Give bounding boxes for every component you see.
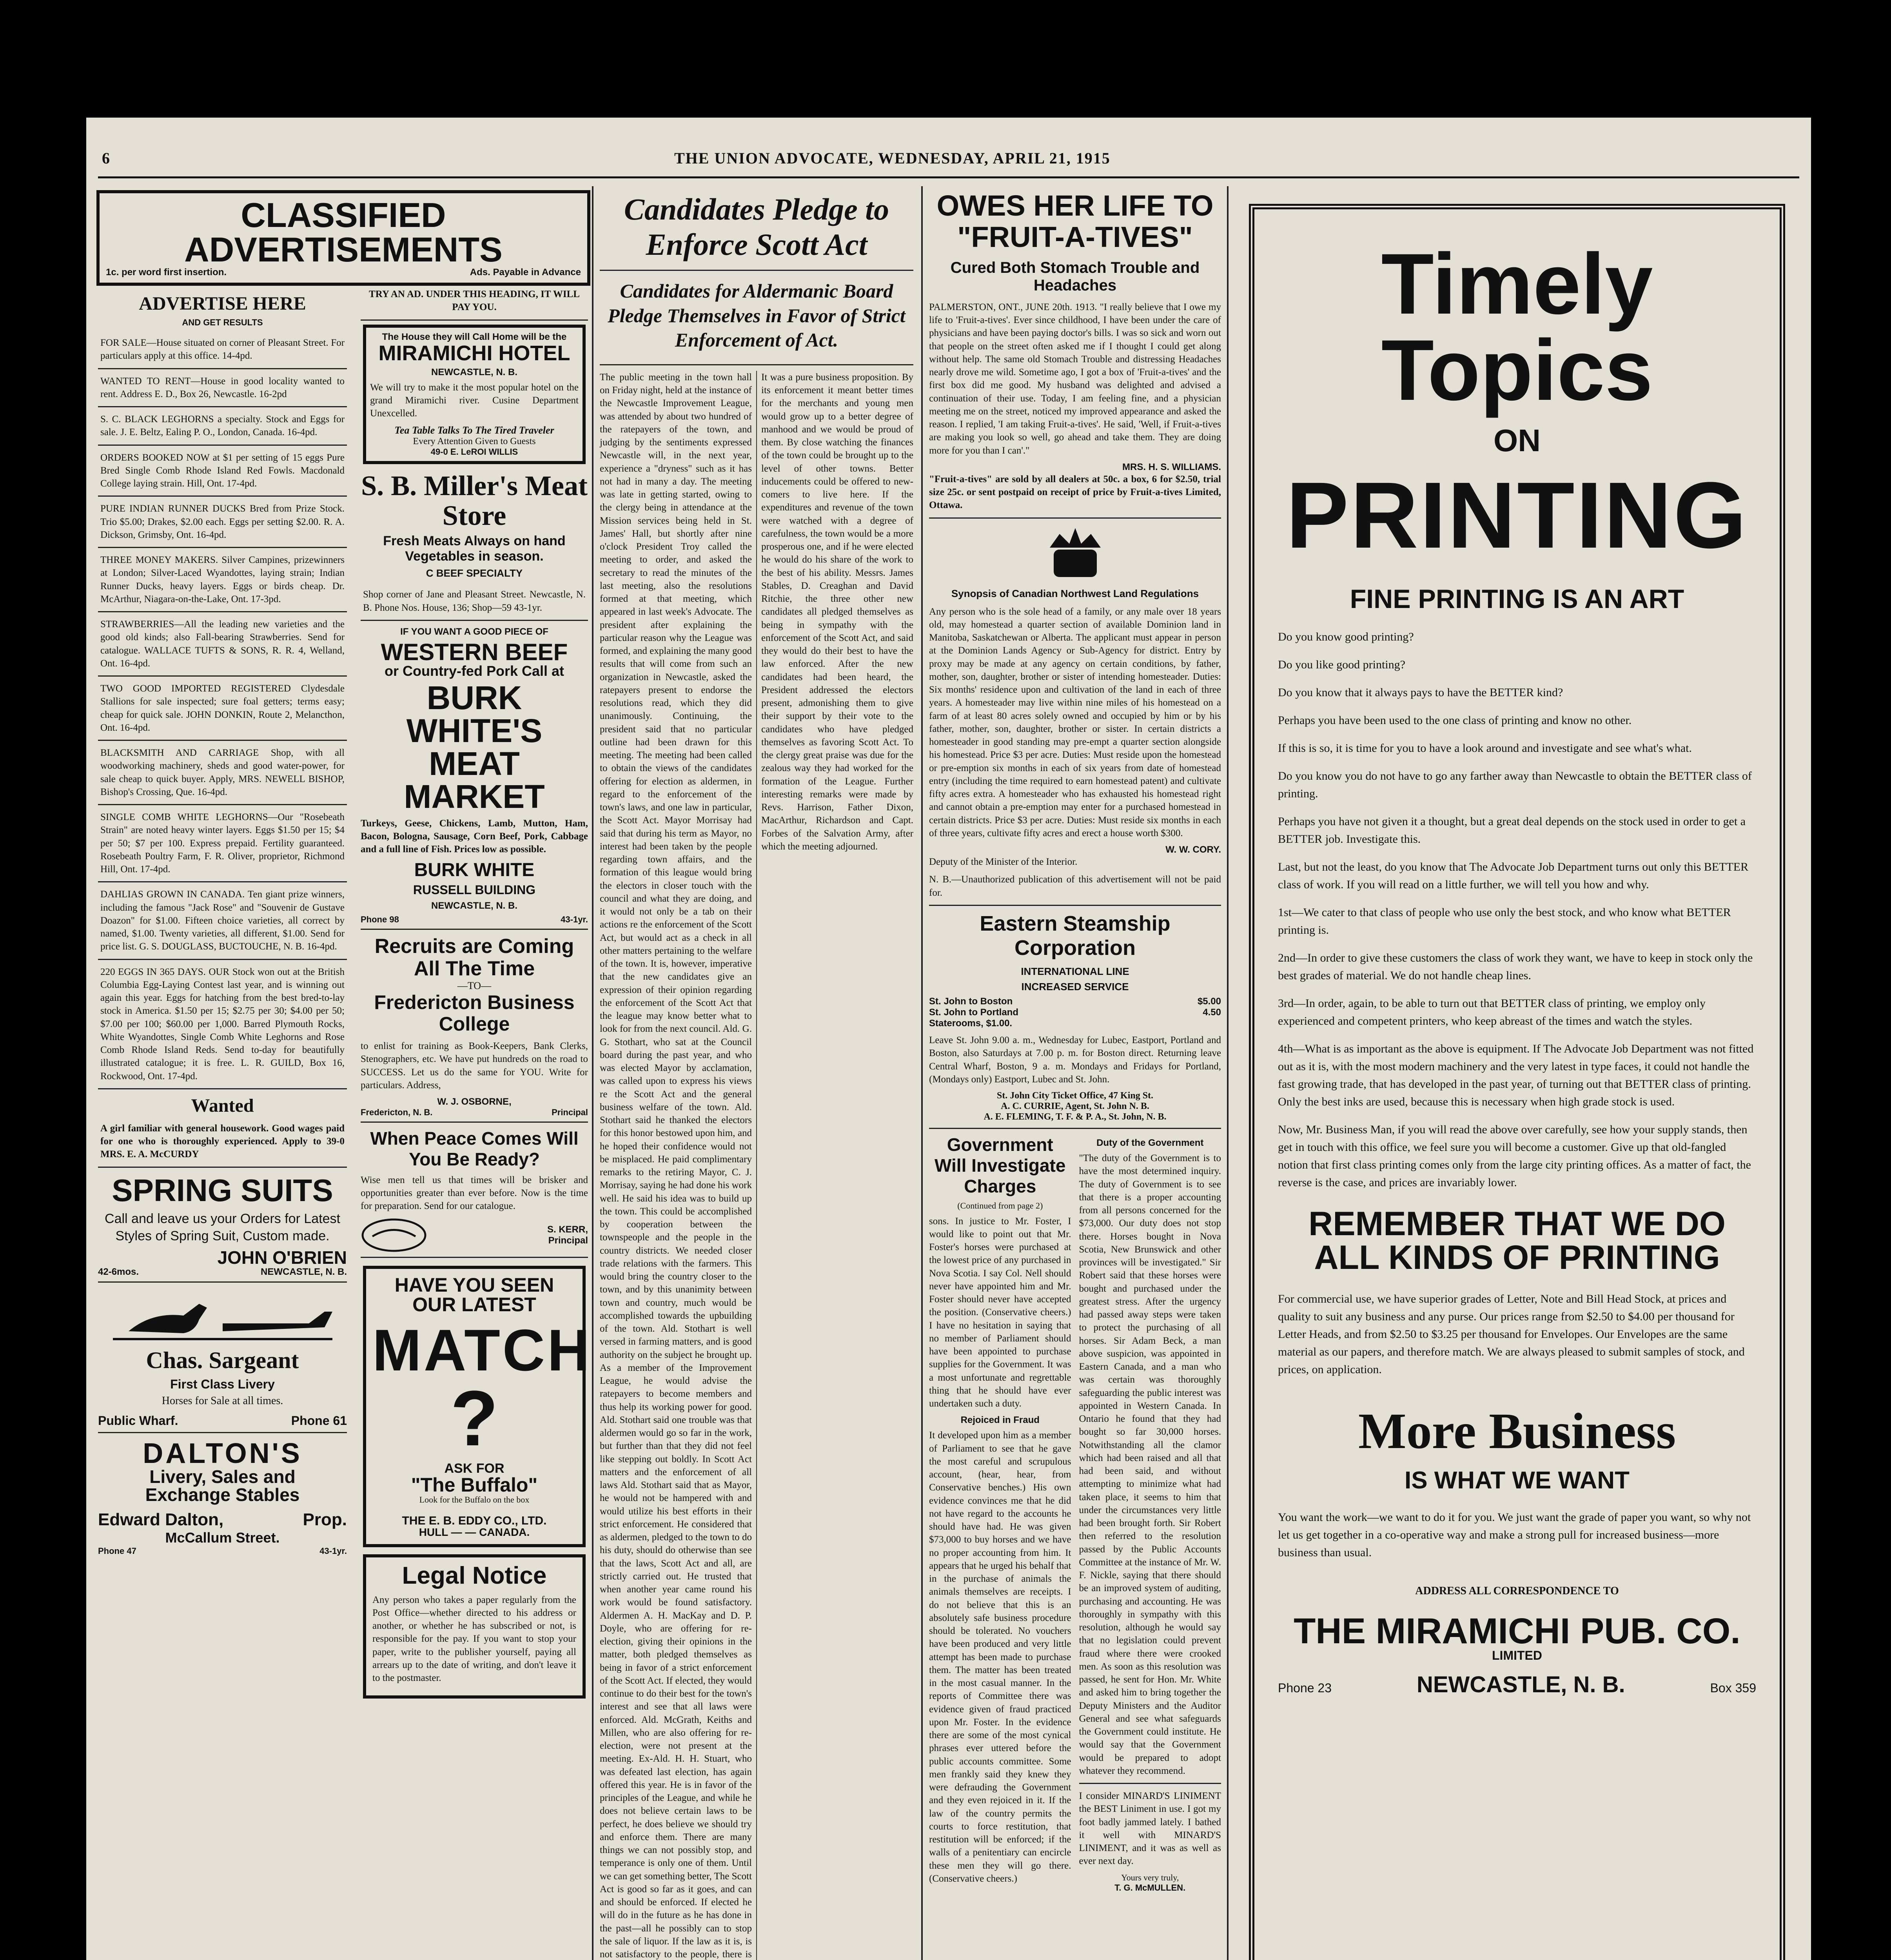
hotel-proprietor: 49-0 E. LeROI WILLIS (430, 447, 518, 457)
college-place: Fredericton, N. B. (361, 1107, 433, 1118)
legal-notice (363, 1554, 586, 1699)
correspondence-note: ADDRESS ALL CORRESPONDENCE TO (1415, 1585, 1619, 1597)
timely-topics-title: Timely Topics (1381, 236, 1653, 418)
wanted-title: Wanted (191, 1095, 254, 1116)
government-subhead: Duty of the Government (1096, 1138, 1204, 1148)
miller-title: S. B. Miller's Meat Store (361, 470, 588, 531)
land-regulations-title: Synopsis of Canadian Northwest Land Regulations (951, 587, 1199, 599)
fare-route: St. John to Boston (929, 996, 1013, 1007)
column-4 (929, 186, 1221, 1960)
burk-white-name: BURK WHITE (414, 859, 535, 880)
printing-paragraph: Do you know you do not have to go any farther away than Newcastle to obtain the BETTER class of printing. (1278, 769, 1752, 800)
land-regulations-body: Any person who is the sole head of a family, or any male over 18 years old, may homestead a quarter section of available Dominion land in Manitoba, Saskatchewan or Alberta. The applicant must appear in person at the Dominion Lands Agency or Sub-Agency for district. Entry by proxy may be made at any agency on certain conditions, by father, mother, son, daughter, brother or sister of intending homesteader. Duties: Six months' residence upon and cultivation of the land in each of three years. A homesteader may live within nine miles of his homestead on a farm of at least 80 acres solely owned and occupied by him or by his father, mother, son, daughter, brother or sister. In certain districts a homesteader in good standing may pre-empt a quarter section alongside his homestead. Price $3 per acre. Duties: Must reside upon the homestead or pre-emption six months in each of six years from date of homestead entry (including the time required to earn homestead patent) and cultivate fifty acres extra. A homesteader who has exhausted his homestead right and cannot obtain a pre-emption may enter for a purchased homestead in certain districts. Price $3 per acre. Duties: Must reside six months in each of three years, cultivate fifty acres and erect a house worth $300. (929, 606, 1221, 838)
match-ad (363, 1266, 592, 1547)
government-body: sons. In justice to Mr. Foster, I would like to point out that Mr. Foster's horses were purchased at the lowest price of any purchased in Nova Scotia. I say Col. Nell should never have appointed him and Mr. Foster should never have accepted the position. (Conservative cheers.) I have no hesitation in saying that no member of Parliament should have been appointed to purchase supplies for the Government. It was a most unfortunate and regrettable thing that he should have ever undertaken such a duty. (929, 1216, 1071, 1409)
land-signature: W. W. CORY. (1165, 844, 1221, 855)
burk-white-title: BURK WHITE'S (406, 679, 543, 749)
hotel-place: NEWCASTLE, N. B. (431, 367, 517, 377)
burk-white-building: RUSSELL BUILDING (413, 882, 536, 897)
steamship-agent: A. C. CURRIE, Agent, St. John N. B. (1001, 1101, 1149, 1111)
kerr-name: S. KERR, (547, 1224, 588, 1235)
ticket-office: St. John City Ticket Office, 47 King St. (996, 1091, 1154, 1101)
fruitatives-price: "Fruit-a-tives" are sold by all dealers at 50c. a box, 6 for $2.50, trial size 25c. or sent postpaid on receipt of price by Fruit-a-tives Limited, Ottawa. (929, 474, 1221, 511)
dalton-line1: Livery, Sales and (149, 1466, 296, 1487)
printing-paragraph: Perhaps you have not given it a thought, but a great deal depends on the stock used in order to get a BETTER job. Investigate this. (1278, 815, 1746, 846)
printing-question: Do you know good printing? (1278, 630, 1414, 643)
steamship-agent: A. E. FLEMING, T. F. & P. A., St. John, N. B. (984, 1112, 1167, 1122)
question-mark: ? (450, 1374, 499, 1462)
classified-item: DAHLIAS GROWN IN CANADA. Ten giant prize winners, including the famous "Jack Rose" and "Souvenir de Gustave Doazon" for $1.00. Fifteen choice varieties, all correct by named, $1.00. Twenty varieties, all different, $1.00. Send for price list. G. S. DOUGLASS, BUCTOUCHE, N. B. 16-4pd. (98, 882, 347, 960)
hotel-attention: Every Attention Given to Guests (413, 436, 536, 447)
fruitatives-headline: OWES HER LIFE TO "FRUIT-A-TIVES" (936, 189, 1214, 253)
printing-paragraph: For commercial use, we have superior grades of Letter, Note and Bill Head Stock, at prices and quality to suit any business and any purse. Our prices range from $2.50 to $4.00 per thousand for Letter Heads, and from $2.50 to $3.25 per thousand for Envelopes. Our Envelopes are the same material as our papers, and therefore match. We are always pleased to submit samples of stock, and prices, on application. (1278, 1292, 1745, 1376)
printing-ad (1249, 204, 1785, 1960)
match-word: MATCH (372, 1317, 592, 1383)
peace-text: Wise men tell us that times will be brisker and opportunities greater than ever before. Now is the time for preparation. Send for our catalogue. (361, 1174, 588, 1212)
match-name: "The Buffalo" (411, 1474, 538, 1496)
page-number: 6 (102, 149, 110, 167)
government-subhead: Rejoiced in Fraud (960, 1415, 1040, 1426)
stateroom-price: Staterooms, $1.00. (929, 1018, 1013, 1029)
fruitatives-body: PALMERSTON, ONT., JUNE 20th. 1913. "I really believe that I owe my life to 'Fruit-a-tives'. Ever since childhood, I have been under the care of physicians and have been paying doctor's bills. I was so sick and worn out that people on the street often asked me if I thought I could get along without help. The same old Stomach Trouble and distressing Headaches nearly drove me wild. Sometime ago, I got a box of 'Fruit-a-tives' and the first box did me good. My husband was delighted and advised a continuation of their use. Today, I am feeling fine, and a physician meeting me on the street, noticed my improved appearance and asked the reason. I replied, 'I am taking Fruit-a-tives'. He said, 'Well, if Fruit-a-tives are making you look so well, go ahead and take them. They are doing more for you than I can'." (929, 301, 1221, 456)
publisher-name: THE MIRAMICHI PUB. CO. (1294, 1611, 1740, 1651)
classified-item: TWO GOOD IMPORTED REGISTERED Clydesdale Stallions for sale inspected; sure foal getters; terms easy; cheap for quick sale. JOHN DONKIN, Route 2, Melancthon, Ont. 16-4pd. (98, 677, 347, 741)
wanted-text: A girl familiar with general housework. Good wages paid for one who is thoroughly experienced. Apply to 39-0 MRS. E. A. McCURDY (98, 1116, 347, 1168)
business-college-logo (361, 1218, 427, 1253)
printing-paragraph: Last, but not the least, do you know that The Advocate Job Department turns out only this BETTER class of work. If you will read on a little further, we will tell you how and why. (1278, 860, 1749, 891)
match-ask: ASK FOR (444, 1461, 505, 1476)
masthead-title: THE UNION ADVOCATE, WEDNESDAY, APRIL 21, 1915 (674, 149, 1111, 167)
classified-item: WANTED TO RENT—House in good locality wanted to rent. Address E. D., Box 26, Newcastle. 16-2pd (98, 369, 347, 408)
land-deputy: Deputy of the Minister of the Interior. (929, 857, 1078, 867)
government-body: "The duty of the Government is to have the most determined inquiry. The duty of Government is to see that there is a proper accounting from all persons concerned for the $73,000. Our duty does not stop there. Horses bought in Nova Scotia, New Brunswick and other provinces will be investigated." Sir Robert said that these horses were bought and purchased under the greatest stress. After the urgency had passed away steps were taken to protect the purchasing of all horses. Sir Adam Beck, a man above suspicion, was appointed in Eastern Canada, and a man who was certain was thoroughly safeguarding the public interest was appointed in Western Canada. In Ontario he found that they had bought so far 30,000 horses. Notwithstanding all the clamor which had been raised and all that had been said, and without attempting to minimize what had taken place, it seems to him that under the circumstances very little had been brought forth. Sir Robert then referred to the resolution passed by the Public Accounts Committee at the instance of Mr. W. F. Nickle, saying that there should be an improved system of auditing, purchasing and accounting. He was thoroughly in sympathy with this resolution, although he would say that no legislation could prevent fraud where there were crooked men. As soon as this resolution was passed, he sent for Hon. Mr. White and asked him to bring together the Deputy Ministers and the Auditor General and see what safeguards the Government could institute. He would say that the Government would be prepared to adopt whatever they recommend. (1079, 1153, 1221, 1776)
column-2 (361, 282, 592, 1960)
advertise-here-title: ADVERTISE HERE (139, 293, 306, 314)
government-body: It developed upon him as a member of Parliament to see that he gave the most careful and scrupulous account, (hear, hear, from Conservative benches.) His own evidence convinces me that he did not have regard to the accounts he should have had. He was given $73,000 to buy horses and we have no proper accounting from him. It appears that he urged his behalf that in the purchase of animals the animals themselves are receipts. I do not believe that this is an absolutely safe business procedure should be tolerated. No vouchers have been produced and very little attempt has been made to purchase them. The matter has been treated in the most casual manner. In the reports of Committee there was evidence given of fraud practiced upon Mr. Foster. In the evidence there are some of the most cynical phrases ever uttered before the public accounts committee. Some men frankly said they knew they were defrauding the Government and they even rejoiced in it. If the law of the country permits the courts to force restitution, that restitution will be enforced; if the walls of a penitentiary can encircle these men they will go there. (Conservative cheers.) (929, 1430, 1071, 1884)
match-lead: HAVE YOU SEEN OUR LATEST (394, 1274, 554, 1316)
publisher-phone: Phone 23 (1278, 1681, 1332, 1695)
fine-printing-heading: FINE PRINTING IS AN ART (1350, 584, 1684, 614)
printing-paragraph: You want the work—we want to do it for you. We just want the grade of paper you want, so why not let us get together in a co-operative way and make a strong pull for increased business—more business than usual. (1278, 1511, 1751, 1559)
sargeant-name: Chas. Sargeant (146, 1347, 299, 1373)
classified-item: 220 EGGS IN 365 DAYS. OUR Stock won out at the British Columbia Egg-Laying Contest last year, and is winning out again this year. Eggs for hatching from the best bred-to-lay stock in America. $1.50 per 15; $2.75 per 30; $4.00 per 50; $7.00 per 100; $60.00 per 1,000. Barred Plymouth Rocks, White Wyandottes, Single Comb White Leghorns and Rose Comb Rhode Island Reds. Send to-day for beautifully illustrated catalogue; it is free. L. R. GUILD, Box 16, Rockwood, Ont. 17-4pd. (98, 960, 347, 1089)
spring-suits-text: Call and leave us your Orders for Latest Styles of Spring Suit, Custom made. (105, 1211, 340, 1243)
minards-testimonial: I consider MINARD'S LINIMENT the BEST Liniment in use. I got my foot badly jammed lately. I bathed it well with MINARD'S LINIMENT, and it was as well as ever next day. (1079, 1791, 1221, 1867)
printing-paragraph: Now, Mr. Business Man, if you will read the above over carefully, see how your supply stands, then get in touch with this office, we feel sure you will become a customer. Give up that old-fangled notion that first class printing comes only from the large city printing offices. As a matter of fact, the reverse is the case, and prices are invariably lower. (1278, 1123, 1751, 1189)
fare-price: $5.00 (1197, 996, 1221, 1007)
sargeant-line2: Horses for Sale at all times. (162, 1394, 283, 1407)
printing-question: Do you like good printing? (1278, 658, 1405, 671)
spring-suits-name: JOHN O'BRIEN (217, 1247, 347, 1268)
sargeant-line1: First Class Livery (170, 1377, 275, 1391)
hotel-tagline: Tea Table Talks To The Tired Traveler (394, 425, 554, 436)
classified-item: STRAWBERRIES—All the leading new varieties and the good old kinds; also Fall-bearing Strawberries. Send for catalogue. WALLACE TUFTS & SONS, R. R. 4, Welland, Ont. 16-4pd. (98, 612, 347, 677)
beef-heading: WESTERN BEEF (381, 639, 568, 665)
on-word: ON (1494, 423, 1541, 458)
header-rule (98, 176, 1799, 178)
spring-suits-place: NEWCASTLE, N. B. (261, 1266, 347, 1277)
burk-white-code: 43-1yr. (561, 914, 588, 924)
match-company: THE E. B. EDDY CO., LTD. (402, 1514, 547, 1527)
steamship-line: INTERNATIONAL LINE (1021, 965, 1129, 977)
college-to: —TO— (457, 980, 492, 992)
kerr-role: Principal (548, 1235, 588, 1246)
column-divider (921, 186, 923, 1960)
advertise-here-sub: AND GET RESULTS (182, 318, 263, 327)
miller-sub: Fresh Meats Always on hand Vegetables in season. (383, 534, 566, 564)
publisher-box: Box 359 (1710, 1681, 1756, 1695)
column-3 (600, 186, 913, 1960)
classified-item: SINGLE COMB WHITE LEGHORNS—Our "Rosebeath Strain" are noted heavy winter layers. Eggs $1.50 per 15; $4 per 50; $7 per 100. Express prepaid. Fertility guaranteed. Rosebeath Poultry Farm, F. R. Oliver, proprietor, Richmond Hill, Ont. 17-4pd. (98, 805, 347, 882)
hotel-text: We will try to make it the most popular hotel on the grand Miramichi river. Cusine Department Unexcelled. (370, 382, 579, 419)
fruitatives-subhead: Cured Both Stomach Trouble and Headaches (950, 259, 1200, 294)
peace-title: When Peace Comes Will You Be Ready? (370, 1128, 579, 1169)
more-business-title: More Business (1358, 1403, 1676, 1459)
beef-lead: IF YOU WANT A GOOD PIECE OF (400, 626, 548, 637)
classified-list (94, 293, 351, 1556)
column-divider (1227, 186, 1229, 1960)
college-text: to enlist for training as Book-Keepers, Bank Clerks, Stenographers, etc. We have put hundreds on the road to SUCCESS. Let us do the same for YOU. Write for particulars. Address, (361, 1041, 588, 1091)
match-place: HULL — — CANADA. (419, 1526, 530, 1538)
government-headline: Government Will Investigate Charges (935, 1134, 1066, 1196)
college-name: Fredericton Business College (374, 991, 575, 1035)
printing-title: PRINTING (1286, 463, 1748, 568)
burk-white-phone: Phone 98 (361, 914, 399, 924)
newspaper-page (86, 118, 1811, 1960)
printing-paragraph: 2nd—In order to give these customers the class of work they want, we have to keep in stock only the best grades of material. We do not handle cheap lines. (1278, 951, 1753, 982)
publisher-limited: LIMITED (1492, 1648, 1542, 1662)
match-look: Look for the Buffalo on the box (419, 1494, 530, 1504)
printing-paragraph: If this is so, it is time for you to have a look around and investigate and see what's what. (1278, 742, 1692, 755)
minards-closing: Yours very truly, (1121, 1872, 1179, 1882)
column-divider (592, 186, 593, 1960)
spring-suits-title: SPRING SUITS (112, 1172, 333, 1208)
classified-item: FOR SALE—House situated on corner of Pleasant Street. For particulars apply at this office. 14-4pd. (98, 331, 347, 369)
college-title: Recruits are Coming All The Time (374, 935, 574, 980)
burk-white-place: NEWCASTLE, N. B. (431, 900, 517, 911)
try-ad-notice: TRY AN AD. UNDER THIS HEADING, IT WILL PAY YOU. (361, 282, 588, 321)
classified-item: ORDERS BOOKED NOW at $1 per setting of 15 eggs Pure Bred Single Comb Rhode Island Red Fowls. Macdonald College laying strain. Hill, Ont. 17-4pd. (98, 446, 347, 497)
payment-note: Ads. Payable in Advance (470, 267, 581, 278)
dalton-line2: Exchange Stables (145, 1484, 300, 1505)
burk-white-text: Turkeys, Geese, Chickens, Lamb, Mutton, Ham, Bacon, Bologna, Sausage, Corn Beef, Pork, Cabbage and a full line of Fish. Prices low as possible. (361, 818, 588, 855)
page-header (86, 149, 1811, 176)
miramichi-hotel-ad (363, 325, 586, 465)
more-business-sub: IS WHAT WE WANT (1405, 1467, 1630, 1494)
steamship-title: Eastern Steamship Corporation (980, 911, 1171, 960)
continued-note: (Continued from page 2) (957, 1200, 1043, 1210)
dalton-code: 43-1yr. (319, 1546, 347, 1556)
article-deck: Candidates for Aldermanic Board Pledge Themselves in Favor of Strict Enforcement of Act. (608, 280, 906, 351)
classified-item: S. C. BLACK LEGHORNS a specialty. Stock and Eggs for sale. J. E. Beltz, Ealing P. O., London, Canada. 16-4pd. (98, 407, 347, 446)
publisher-place: NEWCASTLE, N. B. (1416, 1672, 1625, 1697)
hotel-name: MIRAMICHI HOTEL (378, 341, 570, 365)
horse-sleigh-illustration (105, 1288, 340, 1347)
remember-line: REMEMBER THAT WE DO (1308, 1205, 1726, 1243)
classified-item: BLACKSMITH AND CARRIAGE Shop, with all woodworking machinery, sheds and good water-power, for sale cheap to quick buyer. Apply, MRS. NEWELL BISHOP, Bishop's Crossing, Que. 16-4pd. (98, 741, 347, 805)
dalton-street: McCallum Street. (165, 1529, 280, 1546)
column-5 (1247, 200, 1788, 1960)
rate-note: 1c. per word first insertion. (106, 267, 227, 278)
crown-coat-of-arms-icon (1042, 524, 1109, 583)
meat-market-title: MEAT MARKET (404, 745, 545, 815)
sargeant-phone: Phone 61 (291, 1413, 347, 1428)
minards-signature: T. G. McMULLEN. (1114, 1882, 1186, 1893)
hotel-intro: The House they will Call Home will be the (382, 331, 567, 342)
dalton-title: DALTON'S (143, 1437, 302, 1469)
beef-or: or Country-fed Pork Call at (384, 662, 564, 679)
land-notice: N. B.—Unauthorized publication of this advertisement will not be paid for. (929, 874, 1221, 898)
college-role: Principal (552, 1107, 588, 1118)
dalton-name: Edward Dalton, (98, 1510, 224, 1529)
steamship-schedule: Leave St. John 9.00 a. m., Wednesday for Lubec, Eastport, Portland and Boston, also Saturdays at 7.00 p. m. for Boston direct. Returning leave Central Wharf, Boston, 9 a. m. Mondays and Fridays for Portland, (Mondays only) Eastport, Lubec and St. John. (929, 1035, 1221, 1085)
fare-price: 4.50 (1203, 1007, 1221, 1018)
classified-header (96, 190, 590, 286)
printing-paragraph: 4th—What is as important as the above is equipment. If The Advocate Job Department was not fitted out as it is, with the most modern machinery and the very latest in type faces, it could not handle the fast growing trade, that has developed in the past year, of turning out that BETTER class of printing. Only the best inks are used, because this is necessary when high grade stock is used. (1278, 1042, 1754, 1108)
spring-suits-code: 42-6mos. (98, 1266, 139, 1277)
article-body: The public meeting in the town hall on Friday night, held at the instance of the Newcastle Improvement League, was attended by about two hundred of the ratepayers of the town, and judging by the sentiments expressed Newcastle will, in the next year, experience a "dryness" such as it has not had in many a day. The meeting was late in getting started, owing to the clergy being in attendance at the Mission services being held in St. James' Hall, but shortly after nine o'clock President Troy called the meeting to order, and asked the secretary to read the minutes of the last meeting, also the resolutions formed at that meeting, which appeared in last week's Advocate. The president after explaining the particular reason why the League was formed, and explaining the many good results that will come from such an organization in Newcastle, asked the ratepayers present to endorse the resolutions read, which they did unanimously. Continuing, the president said that no particular outline had been drawn for this meeting. The meeting had been called to obtain the views of the candidates offering for election as aldermen, in regard to the enforcement of the town's laws, and one law in particular, the Scott Act. Mayor Morrisay had said that during his term as Mayor, no interest had been taken by the people regarding town affairs, and the formation of this league would bring the electors in closer touch with the council and what they are doing, and it would not only be a tab on their actions re the enforcement of the Scott Act, but would act as a check in all other matters pertaining to the welfare of the town. It is, however, imperative that the new candidates give an expression of their opinion regarding the enforcement of the Scott Act that the league may know better what to look for from the next council. Ald. G. G. Stothart, who sat at the Council board during the past year, and who was elected Mayor by acclamation, was called upon to express his views re the Scott Act and the general business welfare of the town. Ald. Stothart said he thanked the electors for this honor bestowed upon him, and he hoped their confidence would not be misplaced. He paid complimentary remarks to the retiring Mayor, C. J. Morrisay, saying he had done his work well. He said his idea was to build up the town. This could be accomplished by cooperation between the townspeople and the people in the country districts. We needed closer trade relations with the farmers. This would bring the country closer to the town, and by this unanimity between town and country, much would be accomplished towards the upbuilding of the town. Ald. Stothart is well versed in farming matters, and is good authority on the subject he brought up. As a member of the Improvement League, he would advise the ratepayers to become members and thus help its working power for good. Ald. Stothart said one trouble was that aldermen would go so far in the work, but further than that they did not feel like stepping out boldly. In Scott Act matters and the enforcement of all laws Ald. Stothart said that as Mayor, he would not be hampered with and would utilize his best efforts in their strict enforcement. He considered that as aldermen, pledged to the town to do his duty, should do otherwise than see that the laws, Scott Act and all, are strictly carried out. He trusted that when another year came round his work would be found satisfactory. Aldermen A. H. MacKay and D. P. Doyle, who are offering for re-election, giving their opinions in the matter, both pledged themselves as being in favor of a strict enforcement of the Scott Act. If elected, they would continue to do their best for the town's interest and see that all laws were enforced. Ald. McGrath, Keiths and Millen, who are also offering for re-election, were not present at the meeting. Ex-Ald. H. H. Stuart, who was defeated last election, has again offered this year. He is in favor of the principles of the League, and while he does not believe certain laws to be perfect, he does believe we should try and enforce them. There are many things we can not possibly stop, and temperance is only one of them. Until we can get something better, The Scott Act is good so far as it goes, and can and should be enforced. If elected he will do in the future as he has done in the past—all he possibly can to stop the sale of liquor. If the law as it is, is not satisfactory to the people, there is It was a pure business proposition. By its enforcement it meant better times for the merchants and young men would grow up to a better degree of manhood and we would be proud of them. By close watching the finances of the town could be brought up to the level of other towns. Better inducements could be offered to new-comers to live here. If the expenditures and revenue of the town were watched with a degree of carefulness, the town would be a more prosperous one, and if he were elected he would do his share of the work to the best of his ability. Messrs. James Stables, D. Creaghan and David Ritchie, the three other new candidates all pledged themselves as being in sympathy with the enforcement of the Scott Act, and said they would do their best to have the law enforced. After the new candidates had been heard, the President addressed the electors present, admonishing them to give their support by their vote to the candidates who have pledged themselves as favoring Scott Act. To the clergy great praise was due for the zealous way they had worked for the formation of the League. Further interesting remarks were made by Revs. Harrison, Father Dixon, MacArthur, Richardson and Capt. Forbes of the Salvation Army, after which the meeting adjourned. (600, 372, 913, 1960)
legal-title: Legal Notice (402, 1562, 547, 1589)
article-headline: Candidates Pledge to Enforce Scott Act (624, 192, 889, 261)
printing-paragraph: Perhaps you have been used to the one class of printing and know no other. (1278, 714, 1632, 727)
miller-specialty: C BEEF SPECIALTY (426, 567, 523, 579)
printing-paragraph: 1st—We cater to that class of people who use only the best stock, and who know what BETTER printing is. (1278, 906, 1731, 936)
fare-route: St. John to Portland (929, 1007, 1018, 1018)
dalton-suffix: Prop. (303, 1510, 347, 1529)
miller-address: Shop corner of Jane and Pleasant Street. Newcastle, N. B. Phone Nos. House, 136; Shop—59 43-1yr. (361, 583, 588, 621)
college-signature: W. J. OSBORNE, (437, 1096, 512, 1107)
steamship-service: INCREASED SERVICE (1021, 981, 1129, 993)
fruitatives-signature: MRS. H. S. WILLIAMS. (1122, 461, 1221, 472)
printing-question: Do you know that it always pays to have the BETTER kind? (1278, 686, 1563, 699)
legal-text: Any person who takes a paper regularly from the Post Office—whether directed to his address or another, or whether he has subscribed or not, is responsible for the pay. If you want to stop your paper, write to the publisher yourself, paying all arrears up to the date of writing, and don't leave it to the postmaster. (372, 1594, 576, 1684)
classified-item: THREE MONEY MAKERS. Silver Campines, prizewinners at London; Silver-Laced Wyandottes, laying strain; Indian Runner Ducks, heavy layers. Eggs or birds cheap. Dr. McArthur, Niagara-on-the-Lake, Ont. 17-3pd. (98, 548, 347, 612)
dalton-phone: Phone 47 (98, 1546, 136, 1556)
remember-line: ALL KINDS OF PRINTING (1314, 1239, 1720, 1276)
sargeant-location: Public Wharf. (98, 1413, 178, 1428)
classified-title: CLASSIFIED ADVERTISEMENTS (184, 196, 503, 269)
printing-paragraph: 3rd—In order, again, to be able to turn out that BETTER class of printing, we employ only experienced and competent printers, who keep abreast of the times and watch the styles. (1278, 997, 1706, 1027)
classified-item: PURE INDIAN RUNNER DUCKS Bred from Prize Stock. Trio $5.00; Drakes, $2.00 each. Eggs per setting $2.00. R. A. Dickson, Grimsby, Ont. 16-4pd. (98, 497, 347, 548)
